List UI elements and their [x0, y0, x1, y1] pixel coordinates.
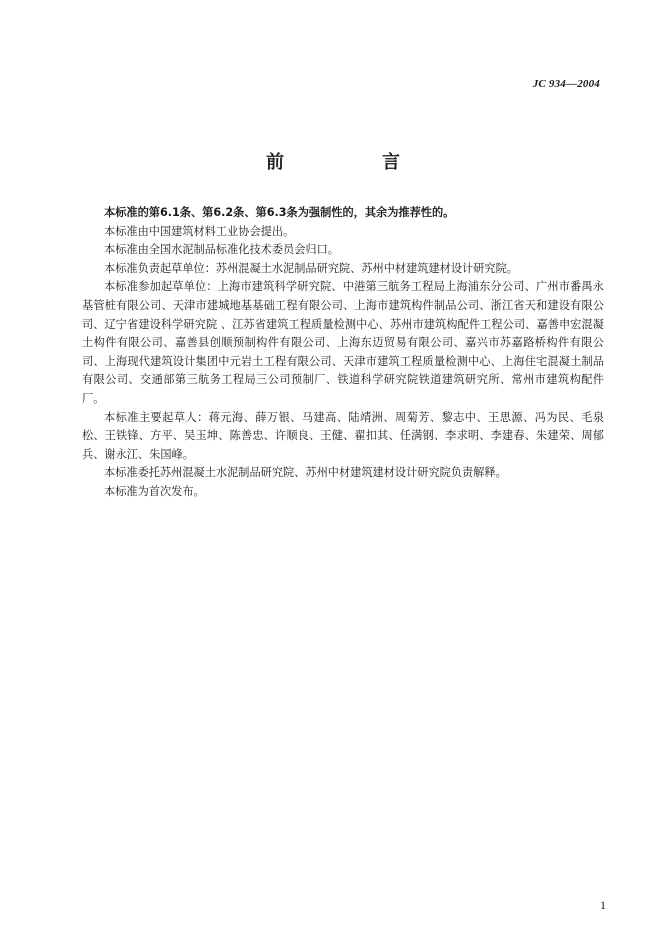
paragraph-administrator: 本标准由全国水泥制品标准化技术委员会归口。: [104, 243, 339, 257]
paragraph-interpretation: 本标准委托苏州混凝土水泥制品研究院、苏州中材建筑建材设计研究院负责解释。: [104, 466, 507, 480]
paragraph-mandatory-clauses: 本标准的第6.1条、第6.2条、第6.3条为强制性的，其余为推荐性的。: [104, 206, 455, 219]
paragraph-proposer: 本标准由中国建筑材料工业协会提出。: [104, 224, 295, 238]
page-number: 1: [600, 898, 606, 912]
foreword-body: [82, 204, 604, 502]
page-title: 前 言: [266, 152, 440, 173]
paragraph-participating-units: 本标准参加起草单位：上海市建筑科学研究院、中港第三航务工程局上海浦东分公司、广州市番禺永基管桩有限公司、天津市建城地基基础工程有限公司、上海市建筑构件制品公司、浙江省天和建设有限公司、辽宁省建设科学研究院 、江苏省建筑工程质量检测中心、苏州市建筑构配件工程公司、嘉善申宏混凝土构件有限公司、嘉善县创顺预制构件有限公司、上海东迈贸易有限公司、嘉兴市苏嘉路桥构件有限公司、上海现代建筑设计集团中元岩土工程有限公司、天津市建筑工程质量检测中心、上海住宅混凝土制品有限公司、交通部第三航务工程局三公司预制厂、铁道科学研究院铁道建筑研究所、常州市建筑构配件厂。: [82, 280, 604, 405]
paragraph-first-release: 本标准为首次发布。: [104, 484, 205, 498]
standard-code: JC 934—2004: [532, 78, 600, 90]
paragraph-drafting-units: 本标准负责起草单位：苏州混凝土水泥制品研究院、苏州中材建筑建材设计研究院。: [104, 261, 518, 275]
paragraph-main-drafters: 本标准主要起草人：蒋元海、薛万银、马建高、陆靖洲、周菊芳、黎志中、王思源、冯为民、毛泉松、王铁锋、方平、吴玉坤、陈善忠、许顺良、王健、翟扣其、任满钢、李求明、李建春、朱建荣、周郁兵、谢永江、朱国峰。: [82, 410, 604, 461]
